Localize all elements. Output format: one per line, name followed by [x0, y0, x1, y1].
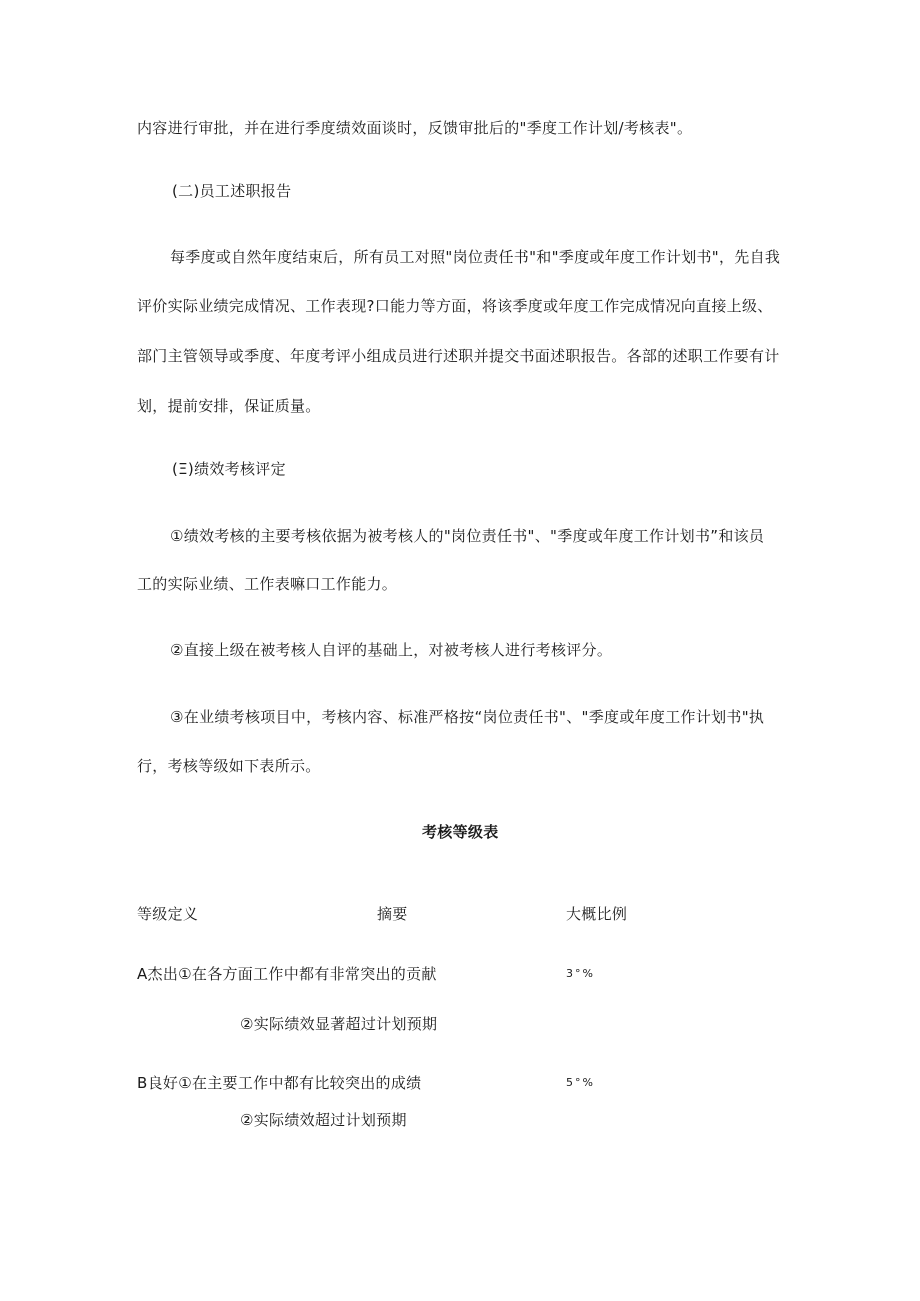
section-heading: (Ξ)绩效考核评定	[172, 460, 286, 478]
table-cell-summary: ②实际绩效显著超过计划预期	[240, 1015, 438, 1033]
list-item-line: 工的实际业绩、工作表嘛口工作能力。	[137, 575, 398, 593]
paragraph-line: 评价实际业绩完成情况、工作表现?口能力等方面，将该季度或年度工作完成情况向直接上级、	[137, 297, 773, 315]
table-header-grade: 等级定义	[137, 905, 199, 923]
table-cell-ratio: 3°%	[566, 967, 595, 980]
table-cell-ratio: 5°%	[566, 1076, 595, 1089]
list-item-line: ③在业绩考核项目中，考核内容、标准严格按“岗位责任书"、"季度或年度工作计划书"执	[170, 708, 765, 726]
list-item-line: 行，考核等级如下表所示。	[137, 757, 321, 775]
paragraph-line: 划，提前安排，保证质量。	[137, 397, 321, 415]
table-cell-grade-summary: A杰出①在各方面工作中都有非常突出的贡献	[137, 965, 437, 983]
list-item-line: ①绩效考核的主要考核依据为被考核人的"岗位责任书"、"季度或年度工作计划书”和该员	[170, 527, 765, 545]
table-title: 考核等级表	[422, 823, 499, 841]
list-item-line: ②直接上级在被考核人自评的基础上，对被考核人进行考核评分。	[170, 641, 613, 659]
table-header-summary: 摘要	[377, 905, 408, 923]
table-cell-grade-summary: B良好①在主要工作中都有比较突出的成绩	[137, 1074, 422, 1092]
paragraph-line: 每季度或自然年度结束后，所有员工对照"岗位责任书"和"季度或年度工作计划书"，先自我	[170, 248, 781, 266]
paragraph-line: 部门主管领导或季度、年度考评小组成员进行述职并提交书面述职报告。各部的述职工作要有计	[137, 347, 780, 365]
section-heading: (二)员工述职报告	[172, 182, 292, 200]
table-header-ratio: 大概比例	[566, 905, 628, 923]
paragraph-line: 内容进行审批，并在进行季度绩效面谈时，反馈审批后的"季度工作计划/考核表"。	[137, 119, 693, 137]
table-cell-summary: ②实际绩效超过计划预期	[240, 1111, 407, 1129]
